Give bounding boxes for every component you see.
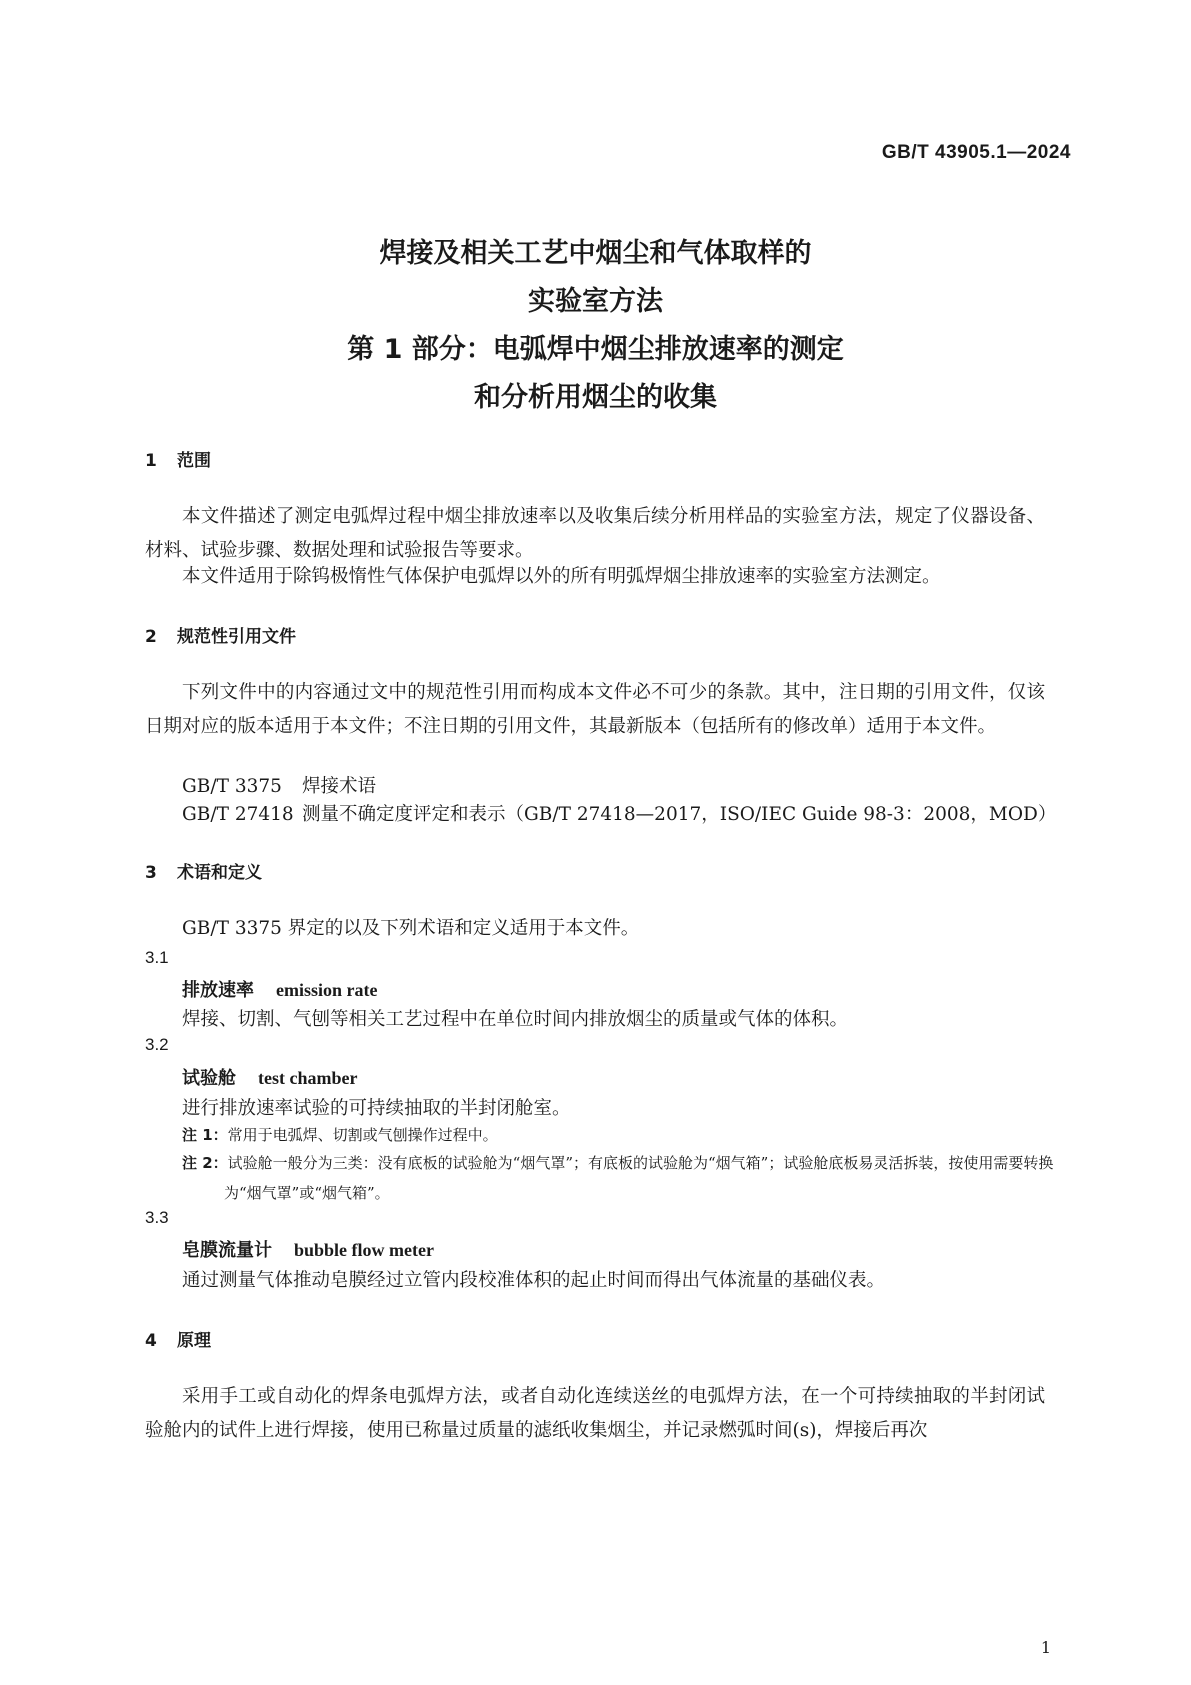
term-name [182, 1064, 357, 1090]
term-definition: 焊接、切割、气刨等相关工艺过程中在单位时间内排放烟尘的质量或气体的体积。 [182, 1009, 849, 1030]
paragraph: 本文件描述了测定电弧焊过程中烟尘排放速率以及收集后续分析用样品的实验室方法，规定了仪器设备、材料、试验步骤、数据处理和试验报告等要求。 [145, 506, 1045, 561]
paragraph: 采用手工或自动化的焊条电弧焊方法，或者自动化连续送丝的电弧焊方法，在一个可持续抽取的半封闭试验舱内的试件上进行焊接，使用已称量过质量的滤纸收集烟尘，并记录燃弧时间(s)，焊接后再次 [145, 1386, 1045, 1441]
term-name-en: bubble flow meter [294, 1240, 434, 1260]
reference-code: GB/T 27418 [182, 804, 294, 825]
terms-intro: GB/T 3375 界定的以及下列术语和定义适用于本文件。 [182, 918, 640, 939]
section-heading-terms-definitions [145, 858, 262, 883]
note-text: 常用于电弧焊、切割或气刨操作过程中。 [227, 1126, 498, 1144]
title-line: 第 1 部分：电弧焊中烟尘排放速率的测定 [347, 334, 844, 365]
term-number: 3.2 [145, 1035, 169, 1054]
note-label: 注 1： [182, 1126, 228, 1144]
title-line: 和分析用烟尘的收集 [474, 382, 717, 413]
term-name-zh: 皂膜流量计 [182, 1240, 272, 1261]
standard-number: GB/T 43905.1—2024 [881, 142, 1071, 163]
note-item [182, 1120, 1042, 1150]
section-heading-principle [145, 1326, 211, 1351]
term-number: 3.3 [145, 1208, 169, 1227]
section-title: 术语和定义 [177, 863, 262, 883]
section-title: 原理 [177, 1331, 211, 1351]
section-heading-scope [145, 446, 211, 471]
term-definition: 进行排放速率试验的可持续抽取的半封闭舱室。 [182, 1098, 571, 1119]
paragraph: 下列文件中的内容通过文中的规范性引用而构成本文件必不可少的条款。其中，注日期的引用文件，仅该日期对应的版本适用于本文件；不注日期的引用文件，其最新版本（包括所有的修改单）适用于本文件。 [145, 682, 1045, 737]
term-name-zh: 试验舱 [182, 1068, 236, 1089]
title-line: 焊接及相关工艺中烟尘和气体取样的 [379, 238, 812, 269]
reference-title: 测量不确定度评定和表示（GB/T 27418—2017，ISO/IEC Guide 98-3：2008，MOD） [302, 804, 1057, 825]
term-name-zh: 排放速率 [182, 980, 254, 1001]
title-line: 实验室方法 [528, 286, 663, 317]
term-name [182, 976, 377, 1002]
section-number: 2 [145, 627, 157, 647]
reference-item [182, 800, 1056, 826]
reference-item [182, 772, 376, 798]
term-name-en: emission rate [276, 980, 378, 1000]
section-heading-normative-references [145, 622, 296, 647]
term-number: 3.1 [145, 948, 169, 967]
term-definition: 通过测量气体推动皂膜经过立管内段校准体积的起止时间而得出气体流量的基础仪表。 [182, 1270, 886, 1291]
section-title: 范围 [177, 451, 211, 471]
note-text: 试验舱一般分为三类：没有底板的试验舱为“烟气罩”；有底板的试验舱为“烟气箱”；试验舱底板易灵活拆装，按使用需要转换为“烟气罩”或“烟气箱”。 [224, 1154, 1054, 1202]
reference-code: GB/T 3375 [182, 776, 282, 797]
term-name [182, 1236, 434, 1262]
section-number: 3 [145, 863, 157, 883]
reference-title: 焊接术语 [302, 776, 377, 797]
section-number: 1 [145, 451, 157, 471]
document-title [0, 230, 1191, 422]
page-number: 1 [1040, 1638, 1051, 1657]
note-item [182, 1148, 1084, 1208]
section-number: 4 [145, 1331, 157, 1351]
paragraph: 本文件适用于除钨极惰性气体保护电弧焊以外的所有明弧焊烟尘排放速率的实验室方法测定。 [182, 566, 941, 587]
note-label: 注 2： [182, 1154, 228, 1172]
section-title: 规范性引用文件 [177, 627, 296, 647]
term-name-en: test chamber [258, 1068, 358, 1088]
